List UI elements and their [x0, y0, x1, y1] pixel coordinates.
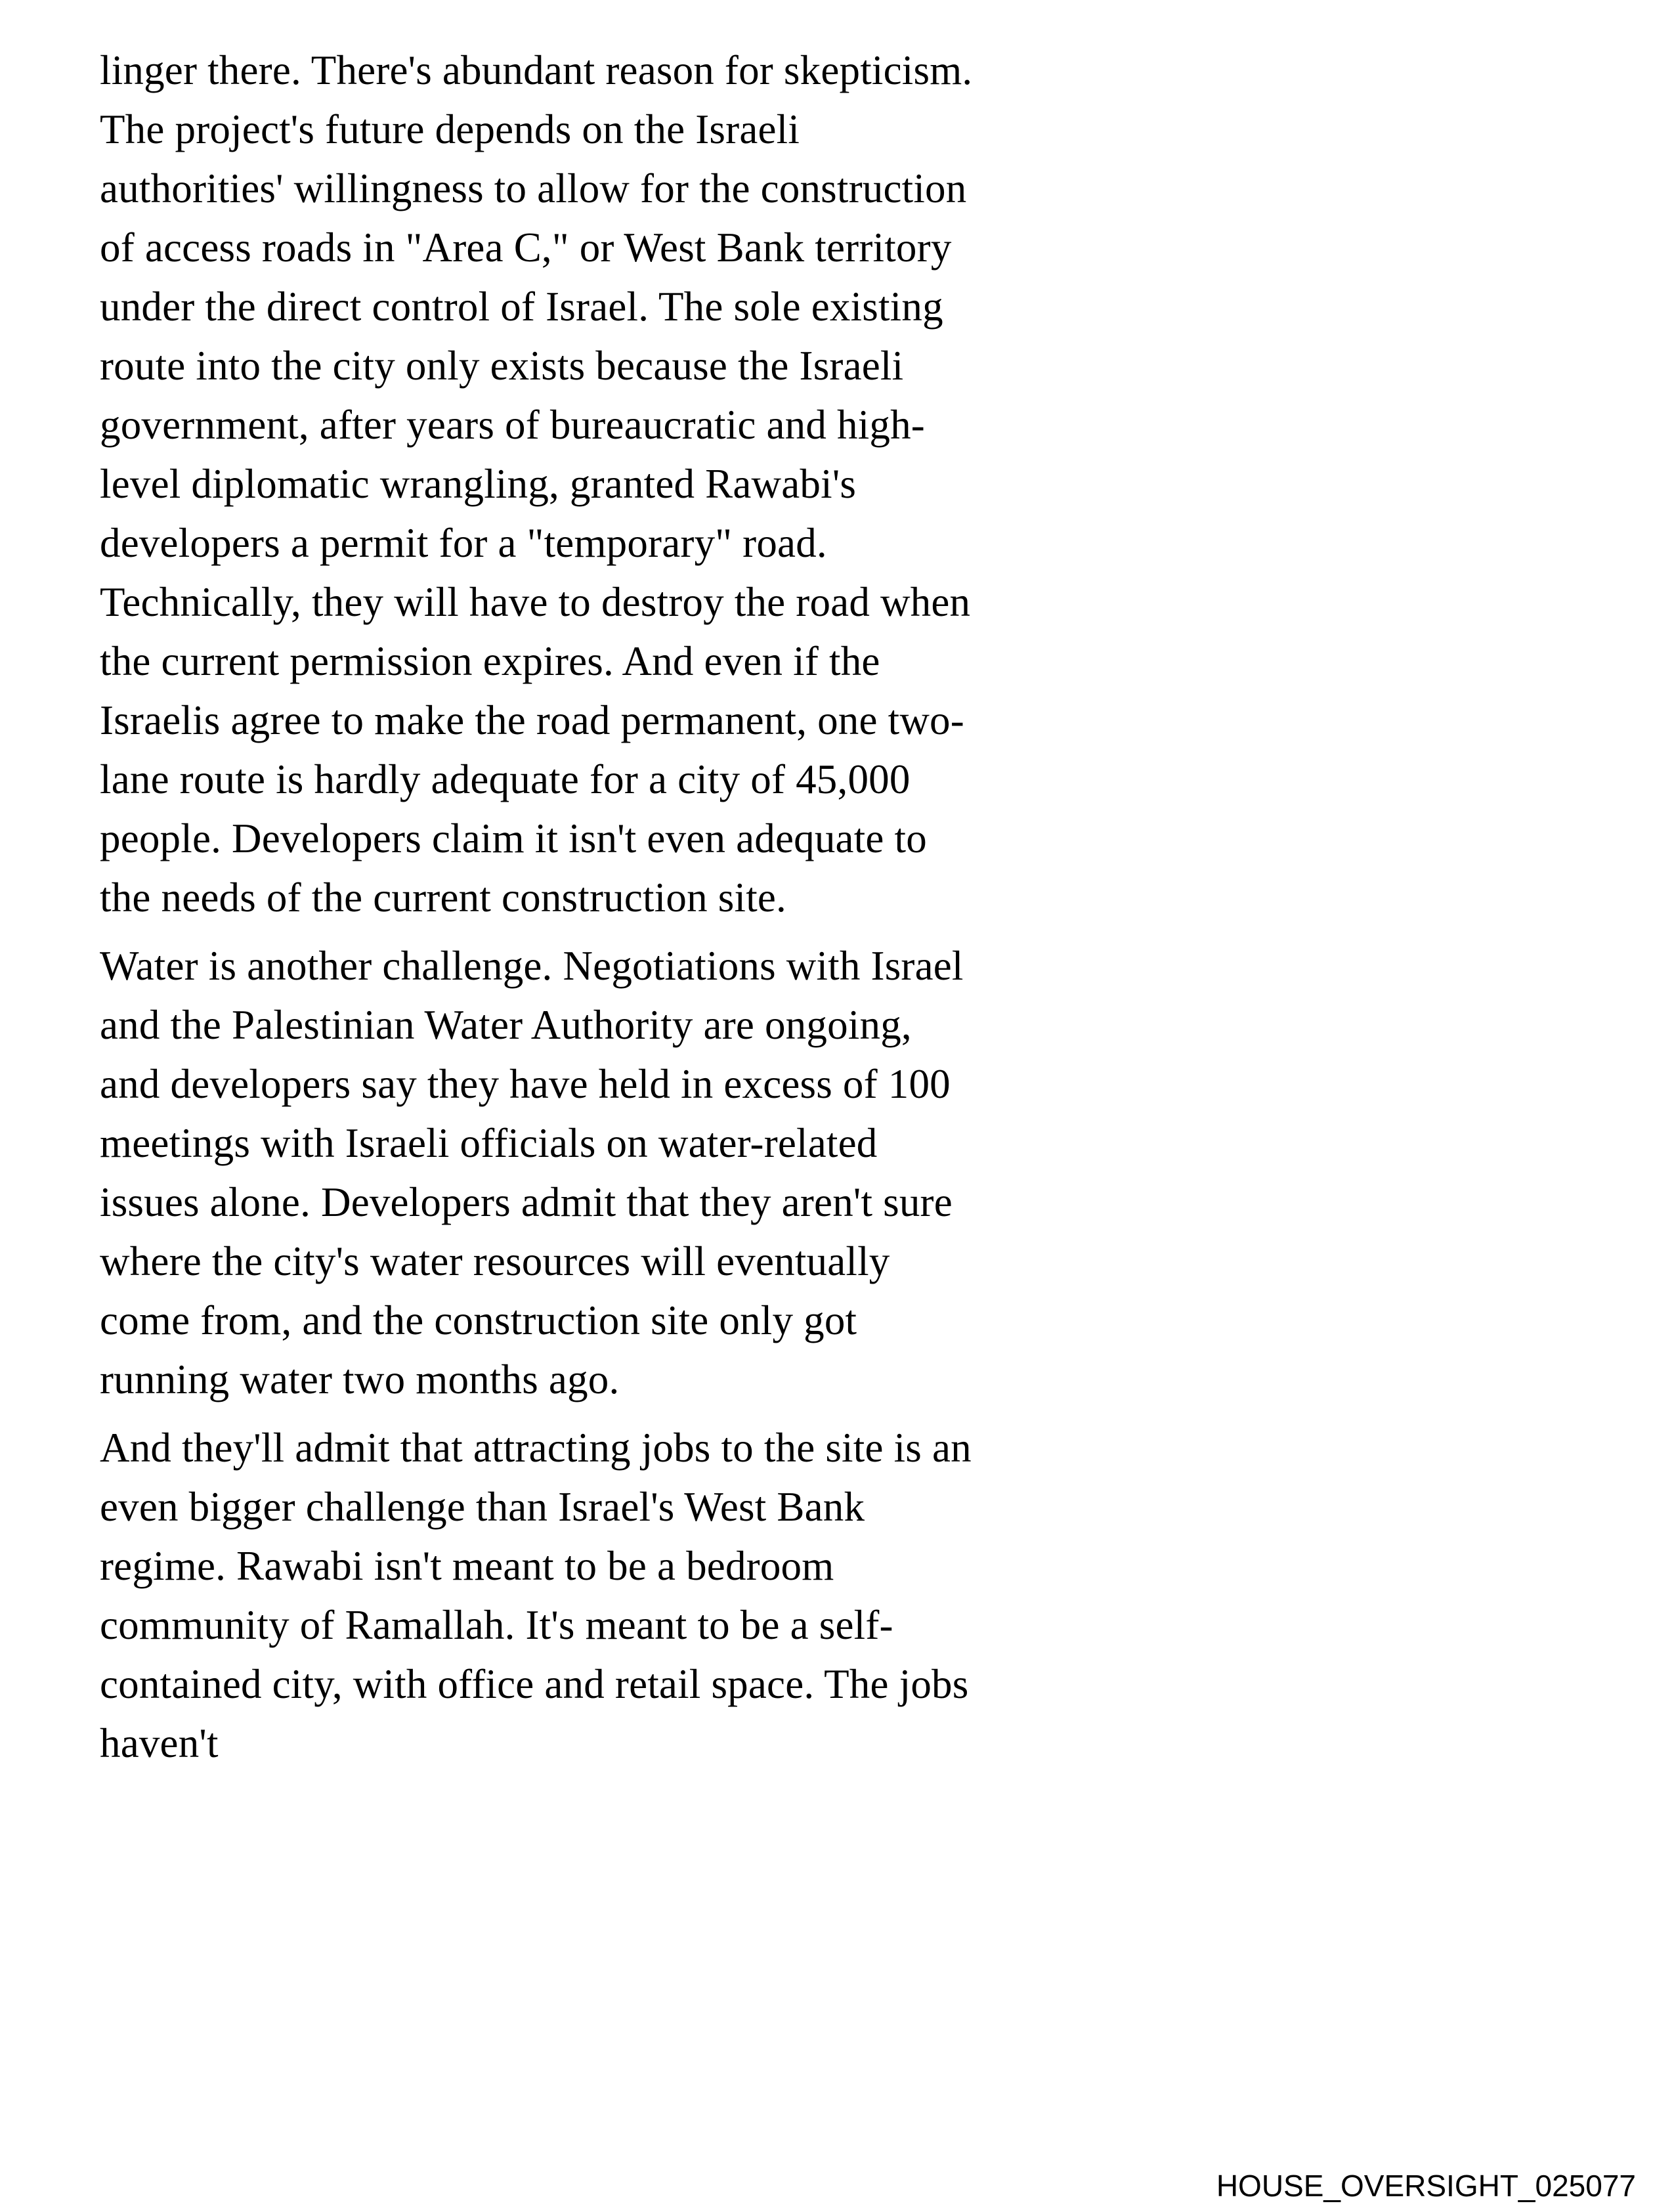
- bates-stamp: HOUSE_OVERSIGHT_025077: [1216, 2169, 1636, 2203]
- body-text: [100, 41, 976, 1782]
- paragraph: Water is another challenge. Negotiations with Israel and the Palestinian Water Authority are ongoing, and developers say they have held in excess of 100 meetings with Israeli officials on water-related issues alone. Developers admit that they aren't sure where the city's water resources will eventually come from, and the construction site only got running water two months ago.: [100, 943, 964, 1402]
- paragraph: And they'll admit that attracting jobs to the site is an even bigger challenge than Israel's West Bank regime. Rawabi isn't meant to be a bedroom community of Ramallah. It's meant to be a self-contained city, with office and retail space. The jobs haven't: [100, 1425, 972, 1766]
- paragraph: linger there. There's abundant reason for skepticism. The project's future depends on the Israeli authorities' willingness to allow for the construction of access roads in "Area C," or West Bank territory under the direct control of Israel. The sole existing route into the city only exists because the Israeli government, after years of bureaucratic and high-level diplomatic wrangling, granted Rawabi's developers a permit for a "temporary" road. Technically, they will have to destroy the road when the current permission expires. And even if the Israelis agree to make the road permanent, one two-lane route is hardly adequate for a city of 45,000 people. Developers claim it isn't even adequate to the needs of the current construction site.: [100, 47, 973, 921]
